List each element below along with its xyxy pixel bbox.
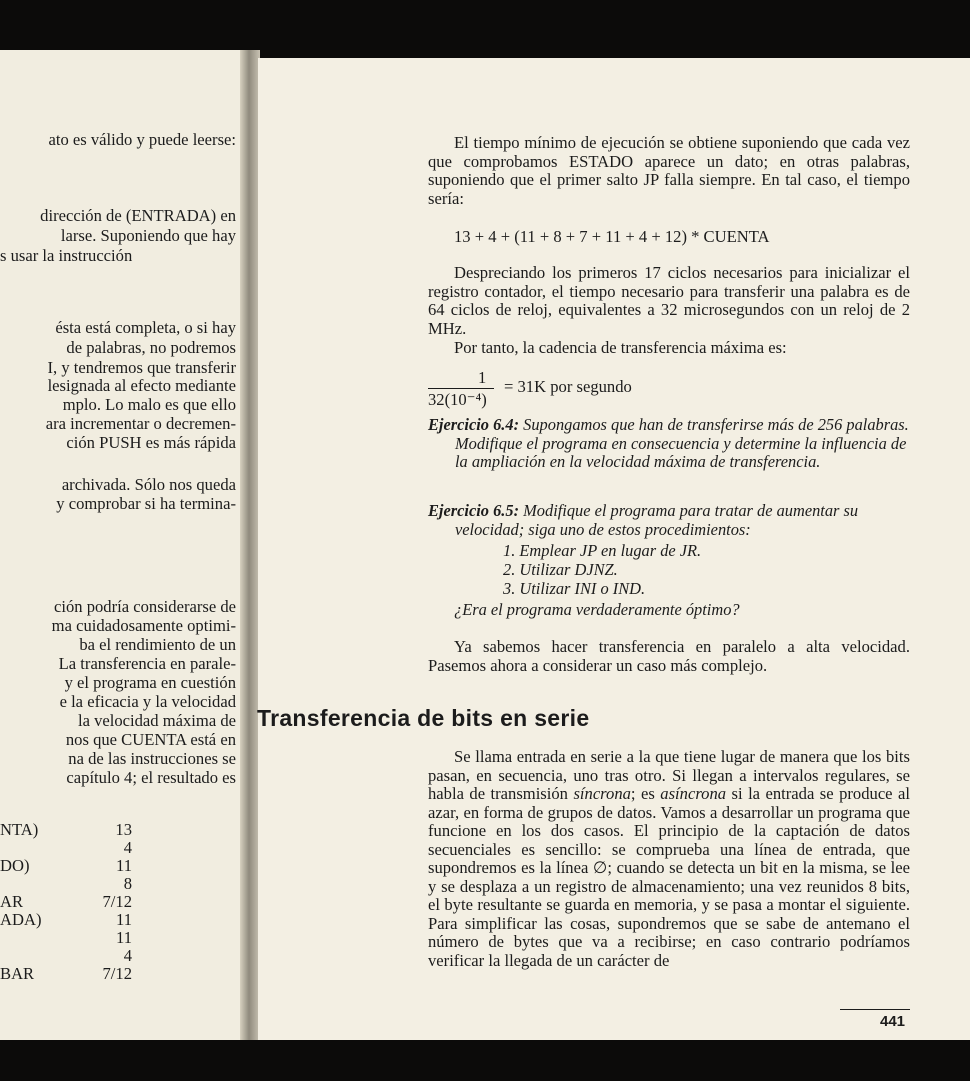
exercise-text: Supongamos que han de transferirse más de 256 palabras. Modifique el programa en consecuencia y determine la influencia de la ampliación en la velocidad máxima de transferencia. bbox=[455, 415, 909, 471]
exercise-6-5 bbox=[428, 502, 910, 539]
left-page-line: La transferencia en parale- bbox=[58, 654, 236, 673]
exercise-label: Ejercicio 6.4: bbox=[428, 415, 520, 434]
left-page-line: ción podría considerarse de bbox=[54, 597, 236, 616]
fraction-result: = 31K por segundo bbox=[504, 377, 632, 396]
fraction-denominator: 32(10⁻⁴) bbox=[428, 390, 487, 409]
left-page-line: dirección de (ENTRADA) en bbox=[40, 206, 236, 225]
exercise-text: Modifique el programa para tratar de aumentar su velocidad; siga uno de estos procedimientos: bbox=[455, 501, 859, 539]
exercise-6-4 bbox=[428, 416, 910, 472]
section-heading: Transferencia de bits en serie bbox=[257, 705, 590, 731]
paragraph-min-time: El tiempo mínimo de ejecución se obtiene suponiendo que cada vez que comprobamos ESTADO aparece un dato; en otras palabras, suponiendo que el primer salto JP falla siempre. En tal caso, el tiempo sería: bbox=[428, 133, 910, 208]
exercise-label: Ejercicio 6.5: bbox=[428, 501, 520, 520]
page-number-rule bbox=[840, 1009, 910, 1010]
table-cycles: 7/12 bbox=[102, 964, 132, 983]
paragraph-serial: Se llama entrada en serie a la que tiene lugar de manera que los bits pasan, en secuencia, uno tras otro. Si llegan a intervalos regulares, se habla de transmisión síncrona; es asíncrona si la entrada se produce al azar, en forma de grupos de datos. Vamos a desarrollar un programa que funcione en los dos casos. El principio de la captación de datos secuenciales es sencillo: se comprueba una línea de entrada, que supondremos es la línea ∅; cuando se detecta un bit en la misma, se lee y se desplaza a un registro de almacenamiento; una vez reunidos 8 bits, el byte resultante se guarda en memoria, y se pasa a montar el siguiente. Para simplificar las cosas, supondremos que se sabe de antemano el número de bytes que va a recibirse; en caso contrario podríamos verificar la llegada de un carácter de bbox=[428, 747, 910, 970]
table-cycles: 11 bbox=[116, 856, 132, 875]
left-page-line: larse. Suponiendo que hay bbox=[60, 226, 236, 245]
table-cycles: 8 bbox=[123, 874, 132, 893]
table-instruction: ADA) bbox=[0, 910, 42, 929]
table-instruction: BAR bbox=[0, 964, 35, 983]
table-cycles: 11 bbox=[116, 928, 132, 947]
left-page bbox=[0, 50, 248, 1040]
book-gutter bbox=[240, 50, 260, 1040]
left-page-line: nos que CUENTA está en bbox=[65, 730, 236, 749]
table-cycles: 4 bbox=[123, 838, 132, 857]
left-page-line: ma cuidadosamente optimi- bbox=[51, 616, 236, 635]
table-instruction: AR bbox=[0, 892, 24, 911]
page-number: 441 bbox=[880, 1013, 906, 1030]
paragraph-cycles: Despreciando los primeros 17 ciclos necesarios para inicializar el registro contador, el tiempo necesario para transferir una palabra es de 64 ciclos de reloj, equivalentes a 32 microsegundos con un reloj de 2 MHz. bbox=[428, 263, 910, 338]
list-item: 2. Utilizar DJNZ. bbox=[503, 560, 618, 579]
left-page-line: la velocidad máxima de bbox=[77, 711, 236, 730]
exercise-question: ¿Era el programa verdaderamente óptimo? bbox=[454, 600, 740, 619]
paragraph-parallel: Ya sabemos hacer transferencia en paralelo a alta velocidad. Pasemos ahora a considerar un caso más complejo. bbox=[428, 637, 910, 675]
left-page-line: s usar la instrucción bbox=[0, 246, 133, 265]
table-instruction: NTA) bbox=[0, 820, 39, 839]
rate-fraction bbox=[426, 368, 726, 408]
left-page-line: y comprobar si ha termina- bbox=[56, 494, 236, 513]
left-page-line: ato es válido y puede leerse: bbox=[48, 130, 236, 149]
table-instruction: DO) bbox=[0, 856, 30, 875]
left-page-line: I, y tendremos que transferir bbox=[47, 358, 236, 377]
left-page-line: capítulo 4; el resultado es bbox=[66, 768, 236, 787]
left-page-line: e la eficacia y la velocidad bbox=[59, 692, 236, 711]
left-page-line: y el programa en cuestión bbox=[64, 673, 236, 692]
time-formula: 13 + 4 + (11 + 8 + 7 + 11 + 4 + 12) * CUENTA bbox=[454, 227, 770, 246]
list-item: 1. Emplear JP en lugar de JR. bbox=[503, 541, 702, 560]
table-cycles: 4 bbox=[123, 946, 132, 965]
fraction-numerator: 1 bbox=[478, 368, 487, 387]
table-cycles: 13 bbox=[115, 820, 132, 839]
left-page-line: na de las instrucciones se bbox=[68, 749, 236, 768]
left-page-line: ción PUSH es más rápida bbox=[66, 433, 236, 452]
fraction-bar bbox=[428, 388, 494, 389]
paragraph-rate: Por tanto, la cadencia de transferencia máxima es: bbox=[454, 338, 787, 357]
left-page-line: lesignada al efecto mediante bbox=[47, 376, 236, 395]
left-page-line: mplo. Lo malo es que ello bbox=[62, 395, 236, 414]
list-item: 3. Utilizar INI o IND. bbox=[503, 579, 646, 598]
left-page-line: ésta está completa, o si hay bbox=[55, 318, 236, 337]
table-cycles: 11 bbox=[116, 910, 132, 929]
left-page-line: ba el rendimiento de un bbox=[79, 635, 236, 654]
table-cycles: 7/12 bbox=[102, 892, 132, 911]
left-page-line: ara incrementar o decremen- bbox=[45, 414, 236, 433]
left-page-line: de palabras, no podremos bbox=[66, 338, 236, 357]
left-page-line: archivada. Sólo nos queda bbox=[61, 475, 236, 494]
